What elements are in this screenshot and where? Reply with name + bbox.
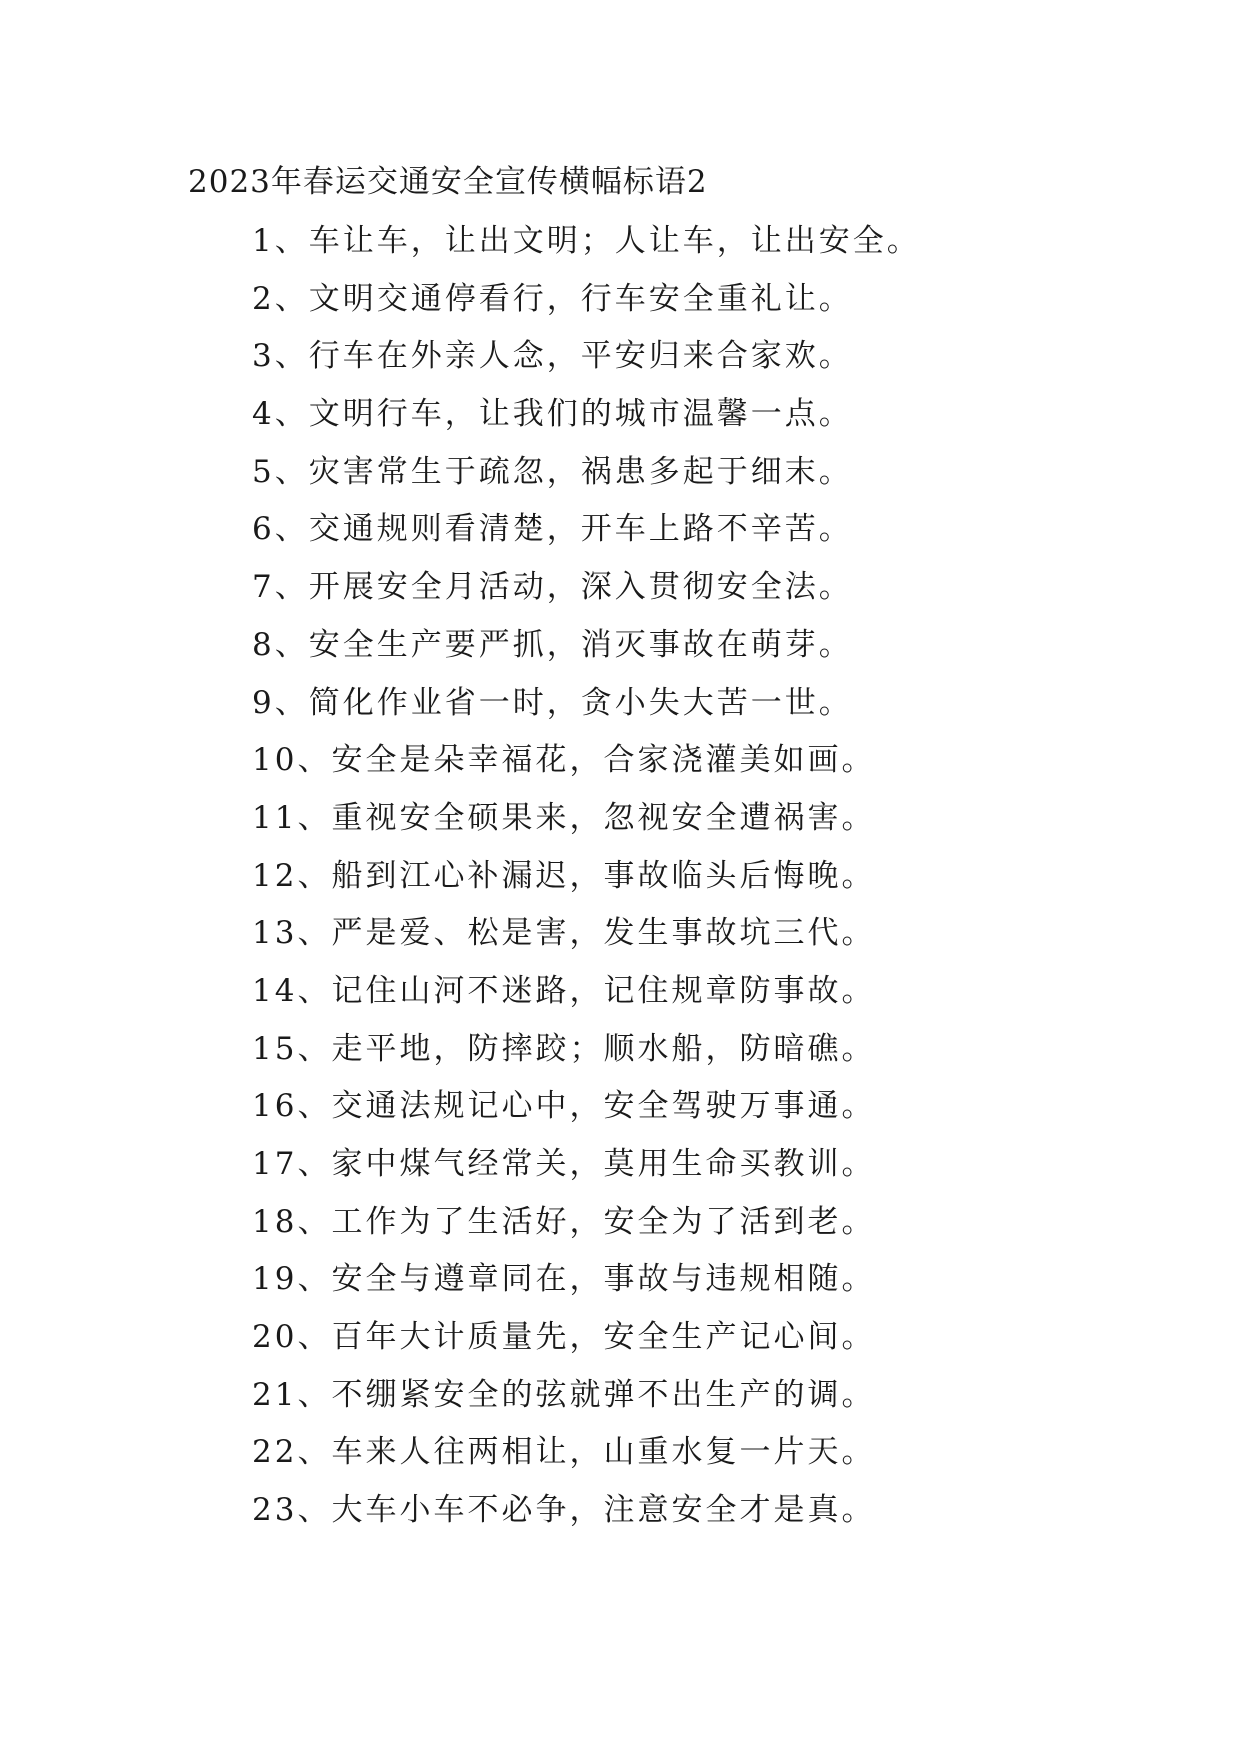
slogan-item: 2、文明交通停看行，行车安全重礼让。 bbox=[252, 280, 853, 317]
slogan-item: 15、走平地，防摔跤；顺水船，防暗礁。 bbox=[252, 1030, 876, 1067]
slogan-item: 13、严是爱、松是害，发生事故坑三代。 bbox=[252, 915, 876, 952]
document-title: 2023年春运交通安全宣传横幅标语2 bbox=[188, 164, 708, 200]
slogan-item: 9、简化作业省一时，贪小失大苦一世。 bbox=[252, 684, 853, 721]
slogan-item: 18、工作为了生活好，安全为了活到老。 bbox=[252, 1203, 876, 1240]
slogan-item: 8、安全生产要严抓，消灭事故在萌芽。 bbox=[252, 626, 853, 663]
slogan-item: 16、交通法规记心中，安全驾驶万事通。 bbox=[252, 1088, 876, 1125]
slogan-item: 4、文明行车，让我们的城市温馨一点。 bbox=[252, 396, 853, 433]
slogan-item: 11、重视安全硕果来，忽视安全遭祸害。 bbox=[252, 799, 876, 836]
slogan-item: 19、安全与遵章同在，事故与违规相随。 bbox=[252, 1261, 876, 1298]
slogan-item: 7、开展安全月活动，深入贯彻安全法。 bbox=[252, 569, 853, 606]
slogan-item: 5、灾害常生于疏忽，祸患多起于细末。 bbox=[252, 453, 853, 490]
slogan-list bbox=[252, 221, 921, 1548]
slogan-item: 17、家中煤气经常关，莫用生命买教训。 bbox=[252, 1146, 876, 1182]
slogan-item: 3、行车在外亲人念，平安归来合家欢。 bbox=[252, 338, 853, 375]
slogan-item: 22、车来人往两相让，山重水复一片天。 bbox=[252, 1434, 876, 1471]
slogan-item: 12、船到江心补漏迟，事故临头后悔晚。 bbox=[252, 857, 876, 894]
slogan-item: 10、安全是朵幸福花，合家浇灌美如画。 bbox=[252, 742, 876, 779]
slogan-item: 20、百年大计质量先，安全生产记心间。 bbox=[252, 1319, 876, 1356]
slogan-item: 14、记住山河不迷路，记住规章防事故。 bbox=[252, 972, 876, 1009]
slogan-item: 1、车让车，让出文明；人让车，让出安全。 bbox=[252, 223, 921, 259]
slogan-item: 23、大车小车不必争，注意安全才是真。 bbox=[252, 1492, 876, 1529]
slogan-item: 21、不绷紧安全的弦就弹不出生产的调。 bbox=[252, 1376, 876, 1413]
slogan-item: 6、交通规则看清楚，开车上路不辛苦。 bbox=[252, 511, 853, 548]
